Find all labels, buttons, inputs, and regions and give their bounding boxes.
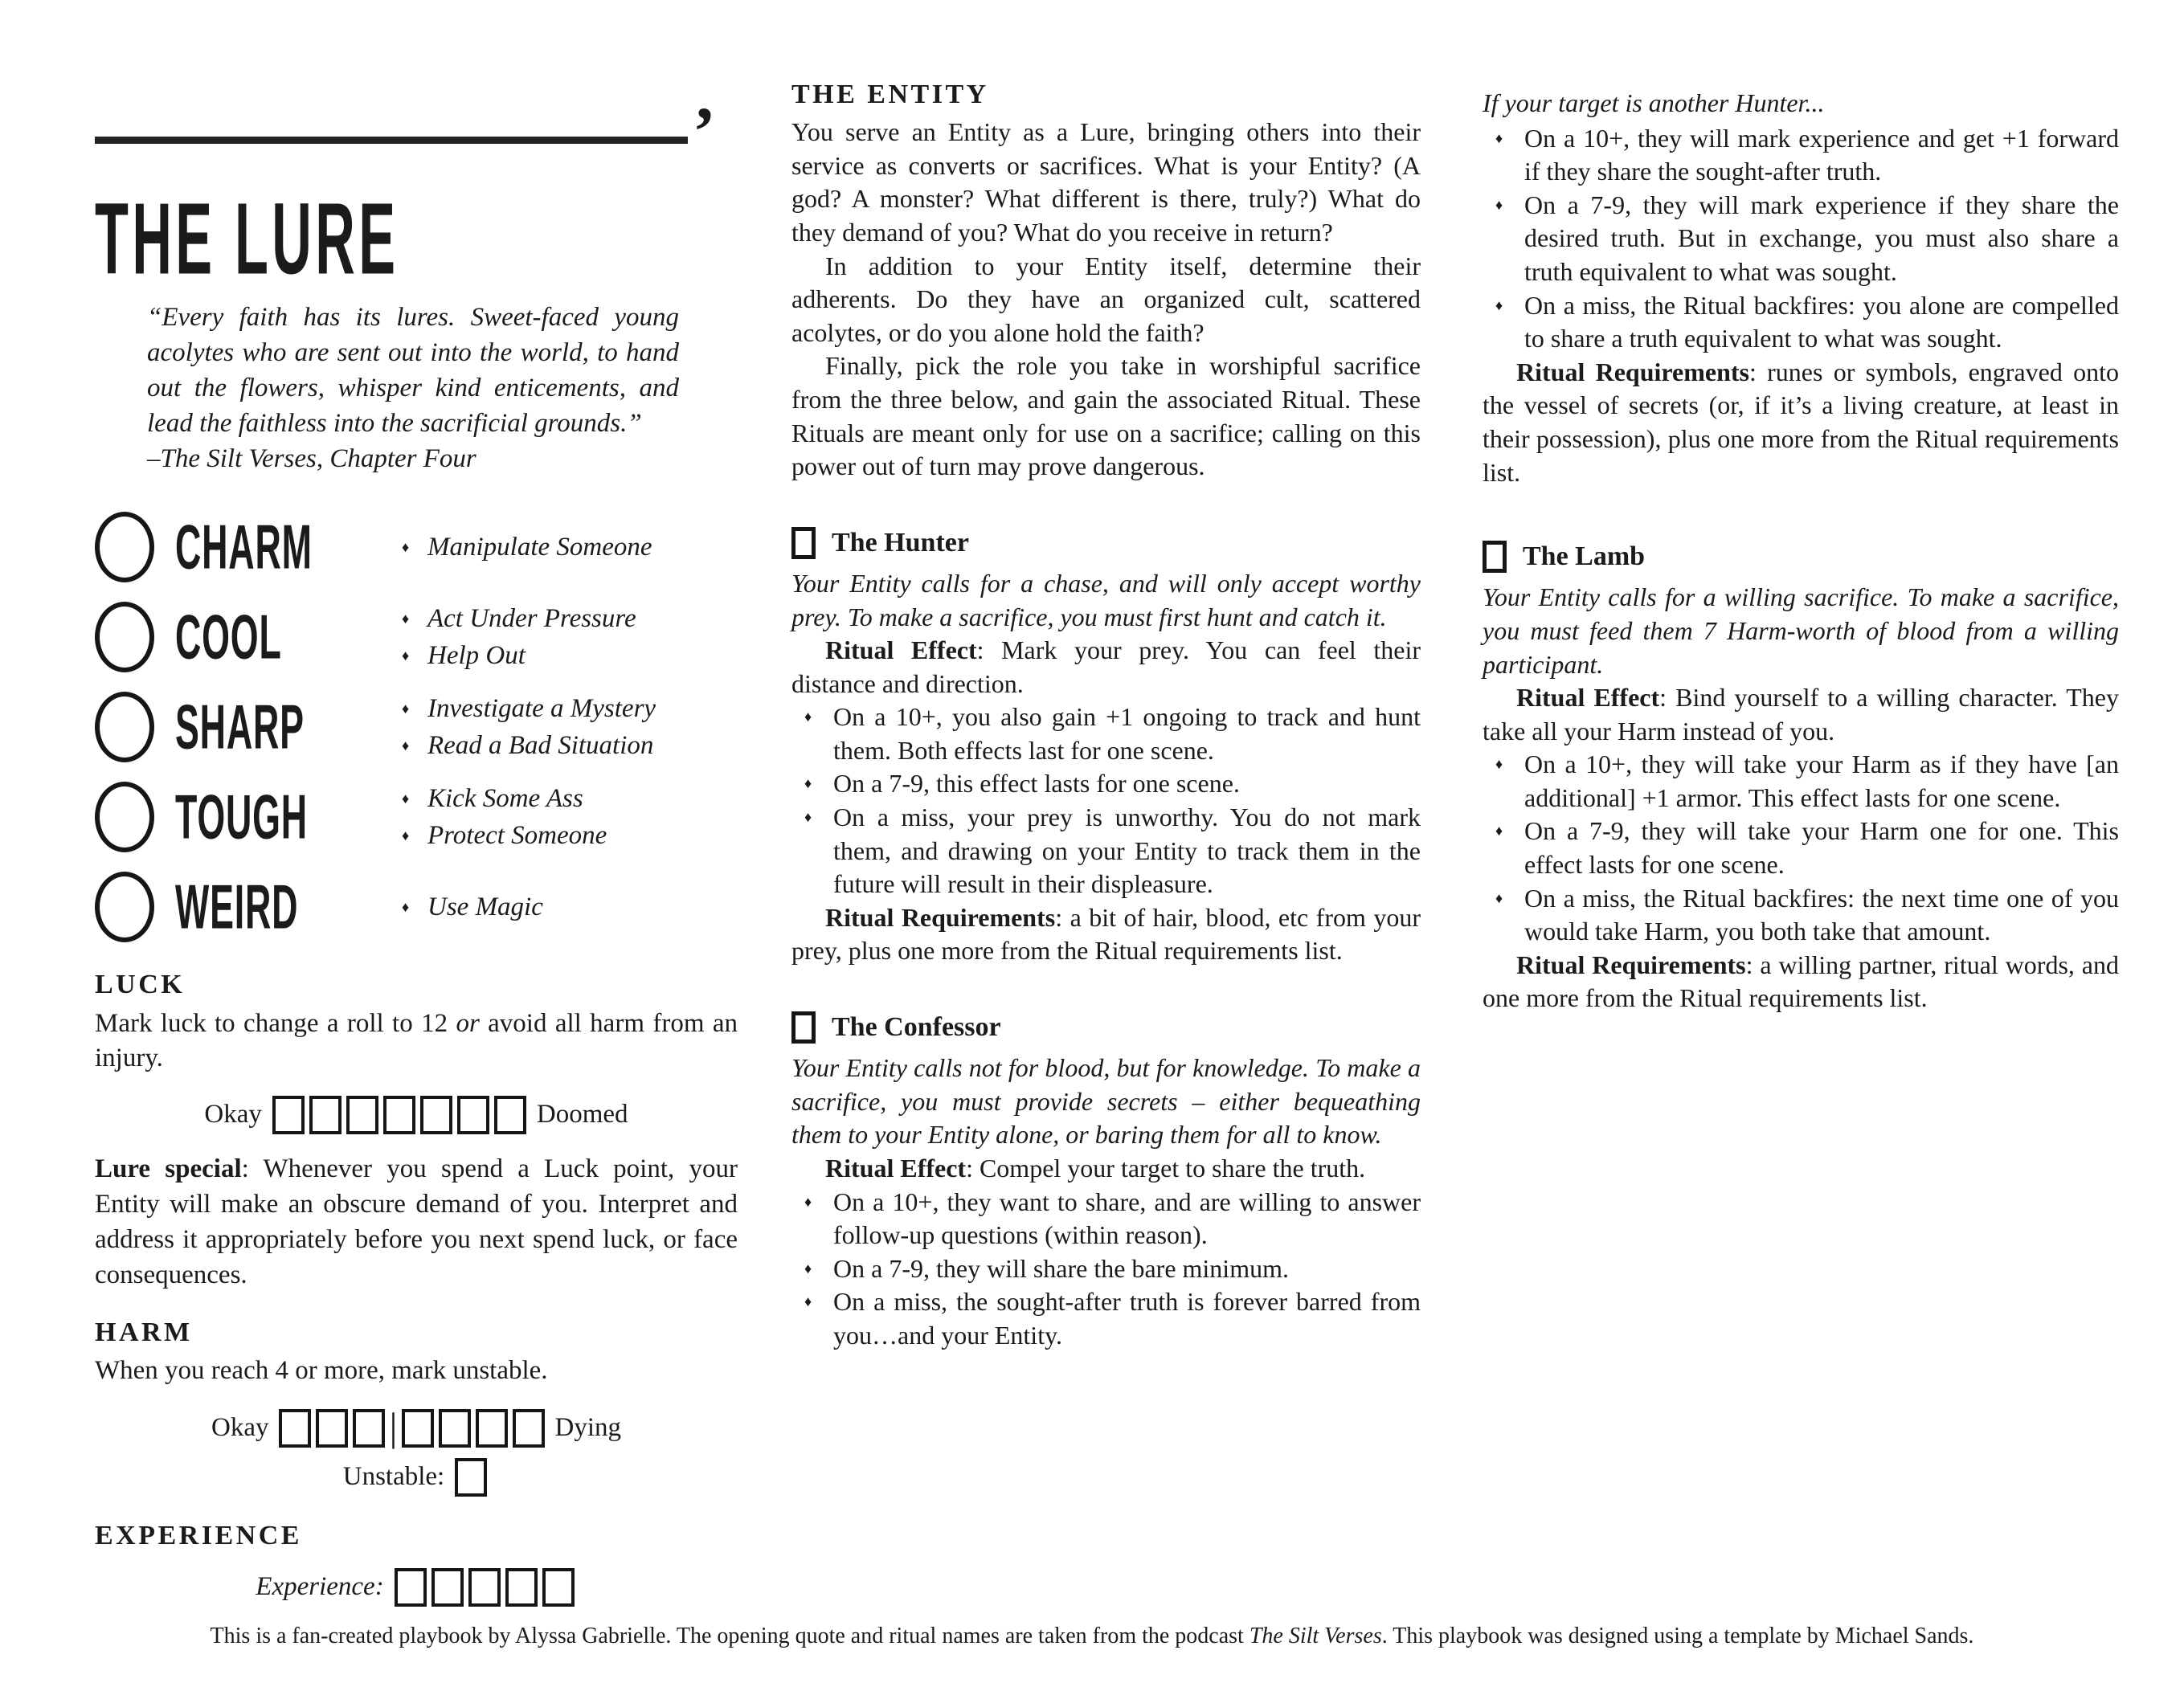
- bullet-icon: ♦: [804, 1193, 812, 1210]
- footer-credit: [0, 1621, 2184, 1651]
- list-item: [1483, 289, 2119, 356]
- harm-dying-label: Dying: [554, 1413, 621, 1442]
- track-box[interactable]: [542, 1568, 575, 1607]
- lamb-effect: [1483, 681, 2119, 748]
- hunter-effect-text: : Mark your prey. You can feel their distance and direction.: [791, 635, 1421, 698]
- stat-row-sharp: [95, 688, 738, 766]
- hunter-target-bullet-3: On a miss, the Ritual backfires: you alone are compelled to share a truth equivalent to what was sought.: [1524, 290, 2119, 353]
- luck-text-pre: Mark luck to change a roll to 12: [95, 1008, 456, 1038]
- track-box[interactable]: [402, 1409, 434, 1448]
- bullet-icon: ♦: [1495, 296, 1503, 313]
- track-box[interactable]: [316, 1409, 348, 1448]
- entity-heading: THE ENTITY: [791, 80, 989, 109]
- bullet-icon: ♦: [804, 1293, 812, 1310]
- harm-text: When you reach 4 or more, mark unstable.: [95, 1356, 548, 1386]
- footer-text-italic: The Silt Verses: [1249, 1624, 1382, 1648]
- confessor-bullet-2: On a 7-9, they will share the bare minimum.: [833, 1253, 1289, 1283]
- move-label: Use Magic: [427, 893, 543, 922]
- stat-moves-sharp: [402, 690, 738, 764]
- bullet-icon: ♦: [1495, 129, 1503, 146]
- experience-label: Experience:: [256, 1572, 384, 1602]
- track-box[interactable]: [494, 1096, 526, 1134]
- opening-quote: [147, 300, 679, 476]
- stat-row-weird: [95, 868, 738, 946]
- opening-quote-attribution: –The Silt Verses, Chapter Four: [147, 443, 476, 473]
- stat-name-charm: CHARM: [175, 511, 313, 582]
- experience-row: [95, 1568, 738, 1607]
- lure-special-text: : Whenever you spend a Luck point, your Entity will make an obscure demand of you. Interpret and address it appropriately before you next spend luck, or face consequences.: [95, 1154, 738, 1289]
- experience-boxes: [392, 1568, 577, 1607]
- hunter-checkbox[interactable]: [791, 527, 816, 559]
- list-item: [1483, 189, 2119, 289]
- track-box[interactable]: [346, 1096, 378, 1134]
- bullet-icon: ♦: [1495, 889, 1503, 906]
- luck-okay-label: Okay: [204, 1100, 262, 1129]
- lamb-heading: [1483, 539, 2119, 574]
- hunter-requirements-label: Ritual Requirements: [825, 902, 1056, 932]
- harm-track-boxes-left: [276, 1409, 387, 1448]
- lamb-requirements-label: Ritual Requirements: [1516, 950, 1746, 979]
- lamb-title: The Lamb: [1523, 541, 1646, 572]
- stat-moves-charm: [402, 529, 738, 566]
- harm-track: [95, 1403, 738, 1449]
- opening-quote-text: “Every faith has its lures. Sweet-faced young acolytes who are sent out into the world, to hand out the flowers, whisper kind enticements, and lead the faithless into the sacrificial grounds.”: [147, 303, 679, 438]
- hunter-title: The Hunter: [832, 527, 969, 558]
- stat-circle-charm[interactable]: [95, 512, 154, 582]
- list-item: [1483, 815, 2119, 881]
- hunter-bullet-3: On a miss, your prey is unworthy. You do not mark them, and drawing on your Entity to track them in the future will result in their displeasure.: [833, 803, 1421, 899]
- list-item: [1483, 122, 2119, 189]
- stat-circle-sharp[interactable]: [95, 692, 154, 762]
- comma-mark-icon: ’: [693, 92, 716, 170]
- hunter-requirements: [791, 901, 1421, 968]
- hunter-effect: [791, 634, 1421, 701]
- stat-name-weird: WEIRD: [175, 871, 299, 942]
- confessor-description: Your Entity calls not for blood, but for knowledge. To make a sacrifice, you must provide secrets – either bequeathing them to your Entity alone, or baring them for all to know.: [791, 1053, 1421, 1150]
- move-label: Act Under Pressure: [427, 604, 636, 634]
- move-label: Protect Someone: [427, 821, 607, 851]
- bullet-icon: ♦: [1495, 756, 1503, 773]
- unstable-checkbox[interactable]: [455, 1458, 487, 1497]
- track-box[interactable]: [457, 1096, 489, 1134]
- experience-heading: EXPERIENCE: [95, 1520, 302, 1550]
- bullet-icon: ♦: [804, 709, 812, 725]
- confessor-requirements-text: : runes or symbols, engraved onto the vessel of secrets (or, if it’s a living creature, at least in their possession), plus one more from the Ritual requirements list.: [1483, 357, 2120, 487]
- luck-heading: LUCK: [95, 970, 186, 1000]
- luck-doomed-label: Doomed: [536, 1100, 628, 1129]
- move-item: [402, 727, 738, 764]
- lamb-bullet-1: On a 10+, they will take your Harm as if they have [an additional] +1 armor. This effect lasts for one scene.: [1524, 750, 2119, 812]
- stat-name-sharp: SHARP: [175, 691, 305, 762]
- bullet-icon: ♦: [804, 1260, 812, 1276]
- unstable-label: Unstable:: [342, 1462, 445, 1491]
- entity-paragraph-1: You serve an Entity as a Lure, bringing others into their service as converts or sacrifices. What is your Entity? (A god? A monster? What different is there, truly?) What do they demand of you? What do you receive in return?: [791, 117, 1421, 247]
- lamb-checkbox[interactable]: [1483, 541, 1507, 573]
- confessor-effect-text: : Compel your target to share the truth.: [966, 1154, 1366, 1183]
- bullet-icon: ♦: [804, 775, 812, 792]
- stat-moves-cool: [402, 600, 738, 674]
- page-title: [95, 172, 738, 296]
- list-item: [791, 1252, 1421, 1286]
- confessor-checkbox[interactable]: [791, 1011, 816, 1044]
- bullet-icon: ♦: [804, 809, 812, 826]
- confessor-effect: [791, 1152, 1421, 1186]
- stat-circle-cool[interactable]: [95, 602, 154, 672]
- hunter-description: Your Entity calls for a chase, and will only accept worthy prey. To make a sacrifice, you must first hunt and catch it.: [791, 568, 1421, 631]
- lamb-bullet-3: On a miss, the Ritual backfires: the next time one of you would take Harm, you both take that amount.: [1524, 883, 2119, 946]
- lure-special-label: Lure special: [95, 1154, 242, 1184]
- bullet-icon: ♦: [402, 899, 410, 916]
- lamb-bullet-2: On a 7-9, they will take your Harm one for one. This effect lasts for one scene.: [1524, 816, 2119, 880]
- track-box[interactable]: [468, 1568, 501, 1607]
- luck-text-post: avoid all harm from an injury.: [95, 1008, 738, 1073]
- track-box[interactable]: [420, 1096, 452, 1134]
- list-item: [791, 1186, 1421, 1252]
- move-item: [402, 817, 738, 854]
- stats-list: [95, 509, 738, 946]
- confessor-bullet-3: On a miss, the sought-after truth is forever barred from you…and your Entity.: [833, 1287, 1421, 1350]
- hunter-effect-label: Ritual Effect: [825, 635, 977, 665]
- harm-track-separator: |: [389, 1403, 398, 1449]
- bullet-icon: ♦: [402, 827, 410, 844]
- move-label: Investigate a Mystery: [427, 694, 656, 724]
- luck-text-italic: or: [456, 1008, 480, 1038]
- list-item: [791, 801, 1421, 901]
- move-label: Read a Bad Situation: [427, 731, 654, 761]
- move-item: [402, 780, 738, 817]
- confessor-title: The Confessor: [832, 1012, 1001, 1043]
- move-item: [402, 888, 738, 925]
- hunter-heading: [791, 525, 1421, 561]
- track-box[interactable]: [272, 1096, 305, 1134]
- move-item: [402, 600, 738, 637]
- bullet-icon: ♦: [1495, 823, 1503, 839]
- luck-track-boxes: [270, 1096, 529, 1134]
- move-item: [402, 637, 738, 674]
- stat-name-tough: TOUGH: [175, 781, 308, 852]
- move-label: Kick Some Ass: [427, 784, 583, 814]
- move-label: Help Out: [427, 641, 526, 671]
- left-column: [95, 92, 738, 1607]
- list-item: [791, 767, 1421, 801]
- entity-paragraph-2: In addition to your Entity itself, determine their adherents. Do they have an organized cult, scattered acolytes, or do you alone hold the faith?: [791, 251, 1421, 347]
- bullet-icon: ♦: [402, 647, 410, 664]
- move-item: [402, 529, 738, 566]
- divider-line: [95, 137, 688, 144]
- lamb-section: [1483, 539, 2119, 1015]
- harm-heading: HARM: [95, 1317, 193, 1347]
- harm-track-boxes-right: [399, 1409, 547, 1448]
- track-box[interactable]: [431, 1568, 464, 1607]
- lure-special-paragraph: [95, 1152, 738, 1293]
- confessor-requirements: [1483, 356, 2119, 489]
- footer-text-pre: This is a fan-created playbook by Alyssa Gabrielle. The opening quote and ritual names are taken from the podcast: [210, 1624, 1249, 1648]
- stat-moves-tough: [402, 780, 738, 854]
- track-box[interactable]: [439, 1409, 471, 1448]
- hunter-target-bullet-2: On a 7-9, they will mark experience if they share the desired truth. But in exchange, you must also share a truth equivalent to what was sought.: [1524, 190, 2119, 286]
- unstable-row: [95, 1458, 738, 1497]
- harm-okay-label: Okay: [211, 1413, 269, 1442]
- bullet-icon: ♦: [402, 539, 410, 556]
- hunter-bullet-2: On a 7-9, this effect lasts for one scene.: [833, 769, 1240, 799]
- middle-column: [791, 77, 1421, 1353]
- list-item: [791, 1285, 1421, 1352]
- track-box[interactable]: [309, 1096, 342, 1134]
- confessor-effect-label: Ritual Effect: [825, 1154, 967, 1183]
- lamb-requirements: [1483, 949, 2119, 1015]
- track-box[interactable]: [395, 1568, 427, 1607]
- lamb-description: Your Entity calls for a willing sacrifice. To make a sacrifice, you must feed them 7 Harm-worth of blood from a willing participant.: [1483, 582, 2119, 679]
- entity-paragraph-3: Finally, pick the role you take in worshipful sacrifice from the three below, and gain the associated Ritual. These Rituals are meant only for use on a sacrifice; calling on this power out of turn may prove dangerous.: [791, 351, 1421, 481]
- stat-row-cool: [95, 598, 738, 676]
- lamb-effect-label: Ritual Effect: [1516, 683, 1660, 713]
- title-rule: [95, 92, 738, 170]
- confessor-bullet-1: On a 10+, they want to share, and are willing to answer follow-up questions (within reason).: [833, 1187, 1421, 1250]
- track-box[interactable]: [353, 1409, 385, 1448]
- hunter-target-bullet-1: On a 10+, they will mark experience and get +1 forward if they share the sought-after truth.: [1524, 123, 2119, 186]
- list-item: [1483, 882, 2119, 949]
- hunter-section: [791, 525, 1421, 968]
- bullet-icon: ♦: [1495, 196, 1503, 213]
- track-box[interactable]: [505, 1568, 538, 1607]
- footer-text-post: . This playbook was designed using a template by Michael Sands.: [1381, 1624, 1974, 1648]
- bullet-icon: ♦: [402, 611, 410, 627]
- confessor-requirements-label: Ritual Requirements: [1516, 357, 1749, 386]
- stat-row-tough: [95, 778, 738, 856]
- stat-row-charm: [95, 509, 738, 586]
- bullet-icon: ♦: [402, 737, 410, 754]
- right-column: [1483, 77, 2119, 1015]
- hunter-bullet-1: On a 10+, you also gain +1 ongoing to track and hunt them. Both effects last for one scene.: [833, 702, 1421, 765]
- stat-circle-weird[interactable]: [95, 872, 154, 942]
- track-box[interactable]: [279, 1409, 311, 1448]
- list-item: [1483, 748, 2119, 815]
- page-title-text: THE LURE: [95, 181, 399, 296]
- hunter-target-intro: If your target is another Hunter...: [1483, 88, 1825, 117]
- track-box[interactable]: [513, 1409, 545, 1448]
- move-item: [402, 690, 738, 727]
- list-item: [791, 701, 1421, 767]
- move-label: Manipulate Someone: [427, 533, 652, 562]
- track-box[interactable]: [476, 1409, 508, 1448]
- luck-track: [95, 1096, 738, 1134]
- confessor-heading: [791, 1010, 1421, 1045]
- stat-name-cool: COOL: [175, 601, 282, 672]
- luck-text: [95, 1007, 738, 1077]
- lamb-requirements-text: : a willing partner, ritual words, and one more from the Ritual requirements list.: [1483, 950, 2120, 1013]
- bullet-icon: ♦: [402, 701, 410, 717]
- hunter-requirements-text: : a bit of hair, blood, etc from your prey, plus one more from the Ritual requirements list.: [791, 902, 1421, 966]
- track-box[interactable]: [383, 1096, 415, 1134]
- confessor-section: [791, 1010, 1421, 1353]
- lamb-effect-text: : Bind yourself to a willing character. They take all your Harm instead of you.: [1483, 683, 2120, 745]
- stat-moves-weird: [402, 888, 738, 925]
- stat-circle-tough[interactable]: [95, 782, 154, 852]
- bullet-icon: ♦: [402, 790, 410, 807]
